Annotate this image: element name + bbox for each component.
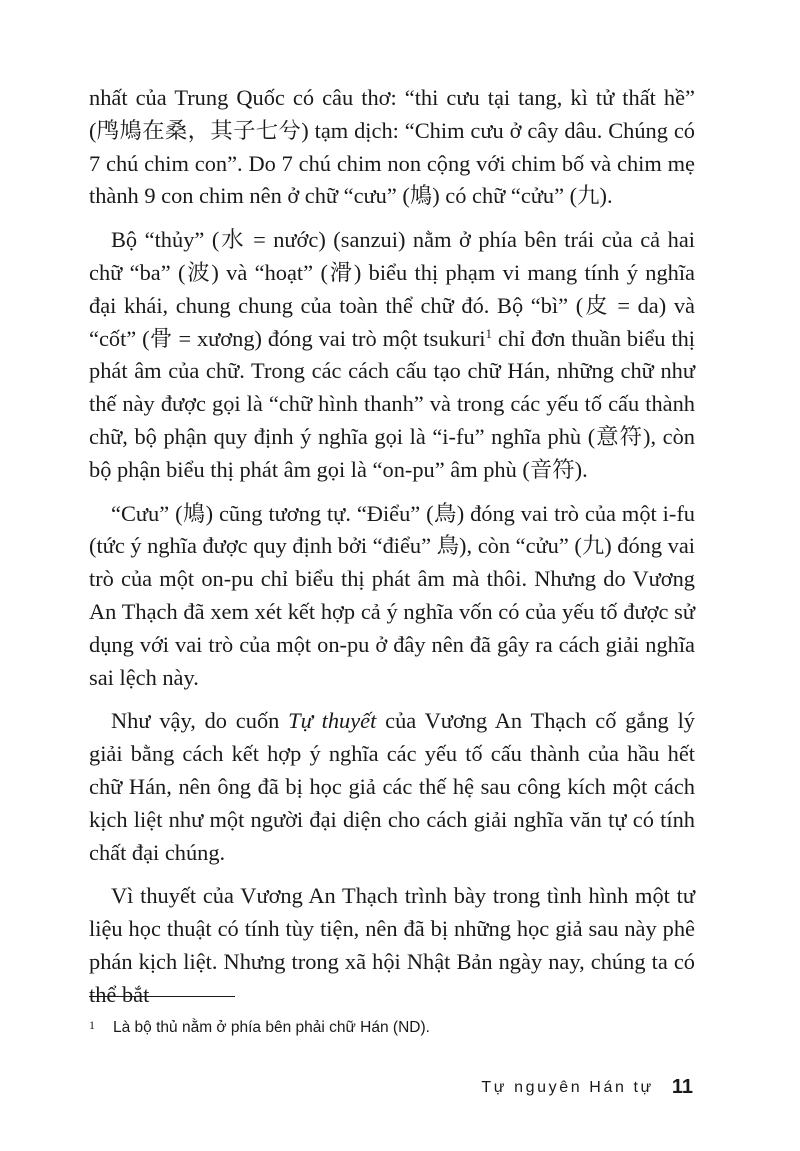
paragraph-2-text: Bộ “thủy” (水 = nước) (sanzui) nằm ở phía bên trái của cả hai chữ “ba” (波) và “hoạt” (滑) biểu thị phạm vi mang tính ý nghĩa đại khái, chung chung của toàn thể chữ đó. Bộ “bì” (皮 = da) và “cốt” (骨 = xương) đóng vai trò một tsukuri	[89, 227, 695, 351]
body-text	[89, 82, 695, 1012]
running-title	[481, 1079, 653, 1097]
paragraph-1: nhất của Trung Quốc có câu thơ: “thi cưu tại tang, kì tử thất hề” (鸤鳩在桑，其子七兮) tạm dịch: “Chim cưu ở cây dâu. Chúng có 7 chú chim con”. Do 7 chú chim non cộng với chim bố và chim mẹ thành 9 con chim nên ở chữ “cưu” (鳩) có chữ “cửu” (九).	[89, 85, 695, 209]
paragraph-2	[89, 224, 695, 486]
paragraph-4	[89, 705, 695, 869]
paragraph-4-text: Như vậy, do cuốn	[111, 708, 289, 734]
paragraph-2-continuation: chỉ đơn thuần biểu thị phát âm của chữ. Trong các cách cấu tạo chữ Hán, những chữ như thế này được gọi là “chữ hình thanh” và trong các yếu tố cấu thành chữ, bộ phận quy định ý nghĩa gọi là “i-fu” nghĩa phù (意符), còn bộ phận biểu thị phát âm gọi là “on-pu” âm phù (音符).	[89, 325, 695, 482]
footnote-mark: 1	[89, 1018, 95, 1032]
footnote-text: Là bộ thủ nằm ở phía bên phải chữ Hán (ND).	[113, 1019, 430, 1036]
footnote-divider	[89, 996, 235, 997]
footnote	[89, 1014, 695, 1039]
running-title-text: Tự nguyên Hán tự	[481, 1079, 654, 1096]
paragraph-4-continuation: của Vương An Thạch cố gắng lý giải bằng cách kết hợp ý nghĩa các yếu tố cấu thành của hầu hết chữ Hán, nên ông đã bị học giả các thế hệ sau công kích một cách kịch liệt như một người đại diện cho cách giải nghĩa văn tự có tính chất đại chúng.	[89, 708, 695, 865]
paragraph-5: Vì thuyết của Vương An Thạch trình bày trong tình hình một tư liệu học thuật có tính tùy tiện, nên đã bị những học giả sau này phê phán kịch liệt. Nhưng trong xã hội Nhật Bản ngày nay, chúng ta có thể bắt	[89, 883, 695, 1007]
book-title: Tự thuyết	[288, 708, 377, 734]
paragraph-3: “Cưu” (鳩) cũng tương tự. “Điểu” (鳥) đóng vai trò của một i-fu (tức ý nghĩa được quy định bởi “điểu” 鳥), còn “cửu” (九) đóng vai trò của một on-pu chỉ biểu thị phát âm mà thôi. Nhưng do Vương An Thạch đã xem xét kết hợp cả ý nghĩa vốn có của yếu tố được sử dụng với vai trò của một on-pu ở đây nên đã gây ra cách giải nghĩa sai lệch này.	[89, 500, 696, 690]
footnote-reference: 1	[485, 325, 492, 341]
page-number: 11	[671, 1076, 693, 1098]
